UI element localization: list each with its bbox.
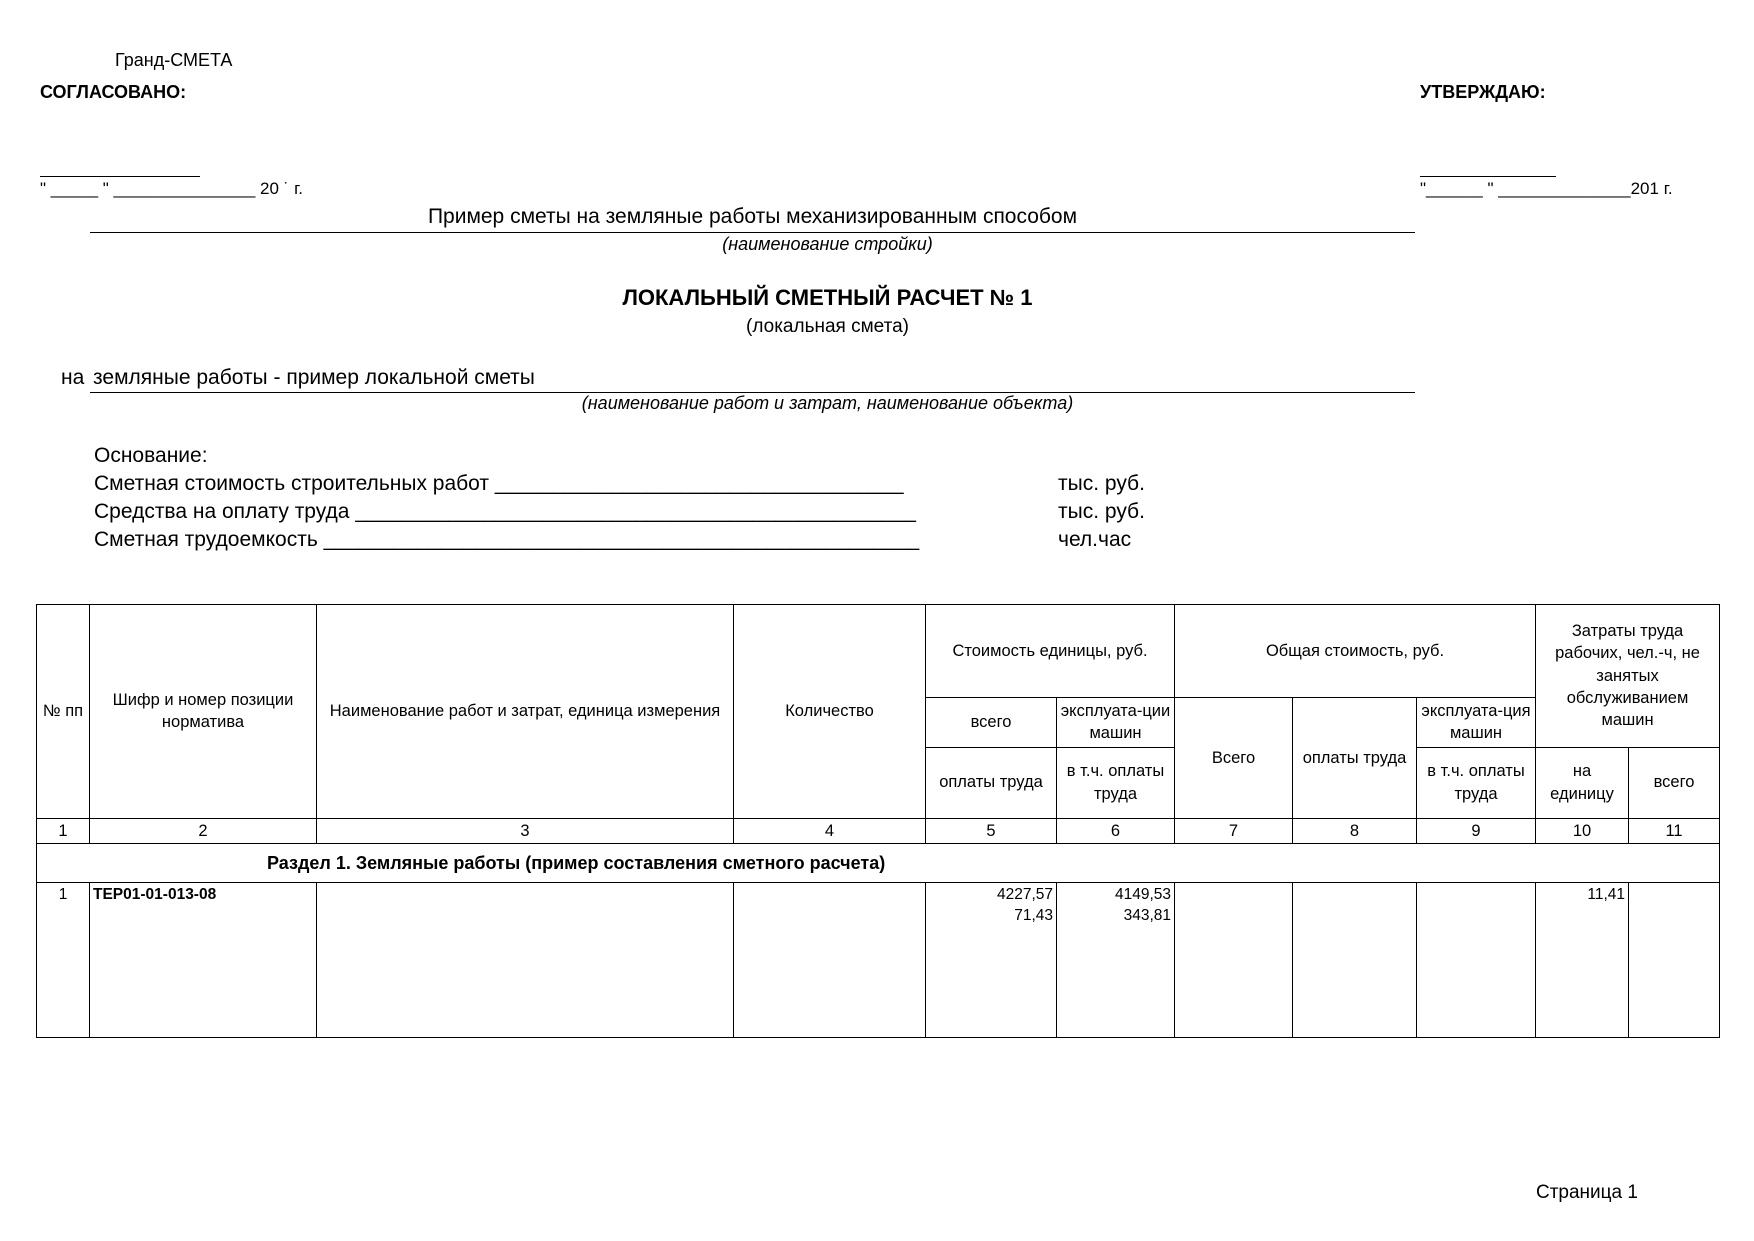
basis-labor-funds: Средства на оплату труда ________________________________________________ — [94, 500, 916, 523]
basis-estimate-cost: Сметная стоимость строительных работ ___________________________________ — [94, 472, 904, 495]
row-code: ТЕР01-01-013-08 — [90, 882, 317, 1037]
row-unit-machine-cell — [1057, 882, 1175, 1037]
left-signature-line — [40, 176, 200, 177]
column-number: 7 — [1175, 818, 1293, 843]
column-number: 10 — [1536, 818, 1629, 843]
document-title: ЛОКАЛЬНЫЙ СМЕТНЫЙ РАСЧЕТ № 1 — [622, 285, 1033, 310]
app-name: Гранд-СМЕТА — [115, 50, 233, 70]
header-labor-pay-total: оплаты труда — [1293, 698, 1417, 819]
header-incl-labor-total: в т.ч. оплаты труда — [1417, 747, 1536, 818]
header-code: Шифр и номер позиции норматива — [90, 605, 317, 819]
right-date: "______ " ______________201 г. — [1420, 179, 1673, 198]
column-number: 2 — [90, 818, 317, 843]
basis-label: Основание: — [94, 444, 208, 467]
project-name: Пример сметы на земляные работы механизированным способом — [427, 205, 1078, 228]
column-number: 8 — [1293, 818, 1417, 843]
header-machine-ops: эксплуата-ции машин — [1057, 698, 1175, 748]
header-all: всего — [926, 698, 1057, 748]
column-number: 1 — [37, 818, 90, 843]
project-caption: (наименование стройки) — [722, 234, 933, 254]
basis-labor-funds-unit: тыс. руб. — [1058, 500, 1145, 523]
header-num: № пп — [37, 605, 90, 819]
header-labor-pay: оплаты труда — [926, 747, 1057, 818]
header-qty: Количество — [734, 605, 926, 819]
page-number: Страница 1 — [1536, 1182, 1638, 1203]
column-number: 5 — [926, 818, 1057, 843]
right-signature-line — [1420, 176, 1556, 177]
row-name — [317, 882, 734, 1037]
row-labor-per-unit: 11,41 — [1536, 882, 1629, 1037]
row-total-labor — [1293, 882, 1417, 1037]
header-incl-labor: в т.ч. оплаты труда — [1057, 747, 1175, 818]
row-labor-total — [1629, 882, 1720, 1037]
document-subtitle: (локальная смета) — [746, 316, 909, 337]
project-name-underline — [90, 232, 1415, 233]
column-number: 4 — [734, 818, 926, 843]
estimate-table — [36, 604, 1720, 1038]
table-row — [37, 882, 1720, 1037]
row-unit-total: 4227,57 — [996, 885, 1053, 903]
basis-estimate-cost-unit: тыс. руб. — [1058, 472, 1145, 495]
header-labor: Затраты труда рабочих, чел.-ч, не занятых обслуживанием машин — [1536, 605, 1720, 748]
header-machine-ops-total: эксплуата-ция машин — [1417, 698, 1536, 748]
header-total: Всего — [1175, 698, 1293, 819]
approve-label: УТВЕРЖДАЮ: — [1420, 82, 1546, 102]
header-unit-cost: Стоимость единицы, руб. — [926, 605, 1175, 698]
work-name: земляные работы - пример локальной сметы — [93, 366, 535, 389]
section-title: Раздел 1. Земляные работы (пример составления сметного расчета) — [37, 843, 1720, 882]
column-number: 11 — [1629, 818, 1720, 843]
basis-labor-hours: Сметная трудоемкость ___________________________________________________ — [94, 528, 920, 551]
row-qty — [734, 882, 926, 1037]
row-unit-machine-labor: 343,81 — [1123, 906, 1171, 924]
header-name: Наименование работ и затрат, единица измерения — [317, 605, 734, 819]
row-unit-labor: 71,43 — [1014, 906, 1053, 924]
row-num: 1 — [37, 882, 90, 1037]
row-unit-cost — [926, 882, 1057, 1037]
header-total-cost: Общая стоимость, руб. — [1175, 605, 1536, 698]
row-total — [1175, 882, 1293, 1037]
column-number: 3 — [317, 818, 734, 843]
header-all-total: всего — [1629, 747, 1720, 818]
column-number: 9 — [1417, 818, 1536, 843]
basis-labor-hours-unit: чел.час — [1058, 528, 1132, 551]
left-date: " _____ " _______________ 20 ˙ г. — [40, 179, 303, 198]
row-unit-machine: 4149,53 — [1114, 885, 1171, 903]
column-number: 6 — [1057, 818, 1175, 843]
work-caption: (наименование работ и затрат, наименование объекта) — [581, 393, 1074, 413]
row-total-machine — [1417, 882, 1536, 1037]
header-per-unit: на единицу — [1536, 747, 1629, 818]
approved-label: СОГЛАСОВАНО: — [40, 82, 187, 102]
work-prefix: на — [61, 366, 85, 389]
